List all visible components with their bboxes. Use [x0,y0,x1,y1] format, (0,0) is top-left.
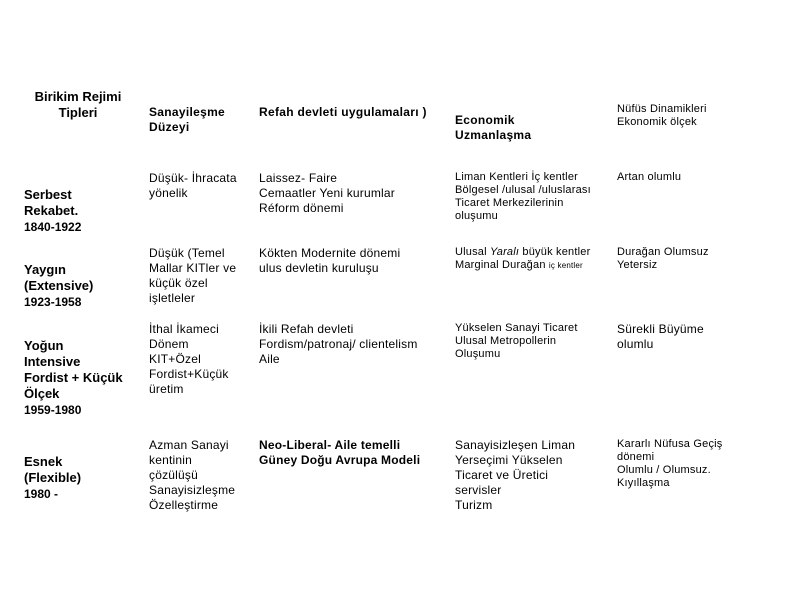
header-welfare-state: Refah devleti uygulamaları ) [259,105,427,119]
spec-text-a: Ulusal [455,246,491,258]
row-label-free-competition [24,171,81,251]
header-accumulation-regime: Birikim Rejimi Tipleri [34,89,122,120]
cell-specialization-1: Liman Kentleri İç kentler Bölgesel /ulusal /uluslarası Ticaret Merkezilerinin oluşumu [455,171,591,222]
cell-specialization-3: Yükselen Sanayi Ticaret Ulusal Metropollerin Oluşumu [455,322,578,360]
cell-specialization-2 [455,246,590,272]
row-label-text: Serbest Rekabet. [24,187,79,218]
cell-industrial-2: Düşük (Temel Mallar KITler ve küçük özel işletleler [149,246,237,305]
row-years: 1980 - [24,487,59,501]
cell-population-4: Kararlı Nüfusa Geçiş dönemi Olumlu / Olumsuz. Kıyıllaşma [617,438,723,489]
header-population-dynamics: Nüfüs Dinamikleri Ekonomik ölçek [617,103,707,128]
row-years: 1840-1922 [24,220,82,234]
cell-population-1: Artan olumlu [617,171,682,183]
row-label-extensive [24,246,93,326]
row-label-text: Yoğun Intensive Fordist + Küçük Ölçek [24,338,123,401]
cell-population-3: Sürekli Büyüme olumlu [617,322,704,351]
cell-industrial-1: Düşük- İhracata yönelik [149,171,237,200]
cell-industrial-3: İthal İkameci Dönem KIT+Özel Fordist+Küçük üretim [149,322,229,396]
cell-industrial-4: Azman Sanayi kentinin çözülüşü Sanayisizleşme Özelleştirme [149,438,236,512]
row-label-intensive [24,322,123,434]
cell-population-2: Durağan Olumsuz Yetersiz [617,246,709,271]
cell-welfare-1: Laissez- Faire Cemaatler Yeni kurumlar Réform dönemi [259,171,395,215]
header-economic-specialization: Economik Uzmanlaşma [455,113,532,142]
spec-text-c: büyük kentler Marginal Durağan [455,246,591,271]
spec-text-small: iç kentler [548,261,583,270]
row-years: 1959-1980 [24,403,82,417]
row-label-text: Yaygın (Extensive) [24,262,94,293]
row-years: 1923-1958 [24,295,82,309]
header-industrialization: Sanayileşme Düzeyi [149,105,226,134]
spec-text-italic: Yaralı [490,246,520,258]
cell-specialization-4: Sanayisizleşen Liman Yerseçimi Yükselen Ticaret ve Üretici servisler Turizm [455,438,576,512]
row-label-text: Esnek (Flexible) [24,454,82,485]
cell-welfare-3: İkili Refah devleti Fordism/patronaj/ clientelism Aile [259,322,418,366]
row-label-flexible [24,438,81,518]
cell-welfare-2: Kökten Modernite dönemi ulus devletin kuruluşu [259,246,401,275]
cell-welfare-4: Neo-Liberal- Aile temelli Güney Doğu Avrupa Modeli [259,438,421,467]
